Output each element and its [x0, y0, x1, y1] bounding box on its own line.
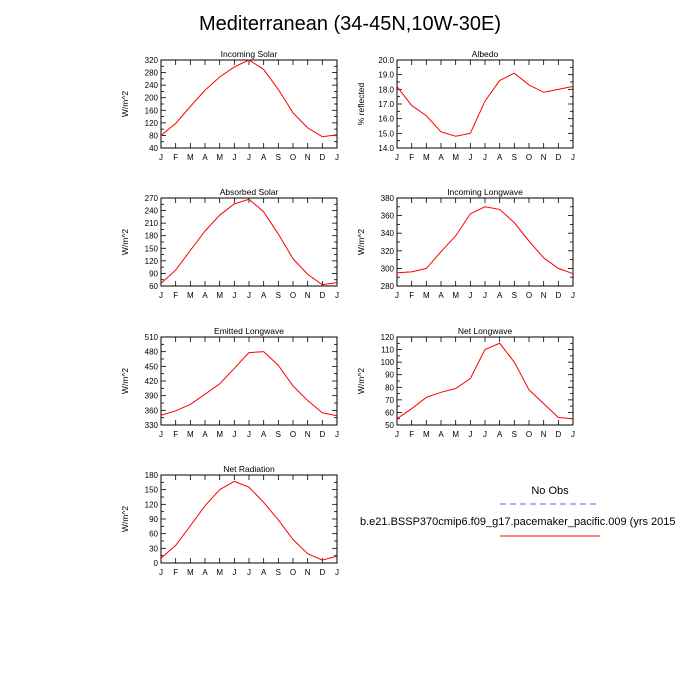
net-radiation-ytick-label: 30	[149, 544, 158, 554]
incoming-solar-xtick-label: O	[289, 153, 297, 162]
net-longwave-ytick-label: 90	[385, 370, 394, 380]
albedo-series-line	[397, 73, 573, 136]
net-longwave-ylabel: W/m^2	[356, 367, 366, 395]
absorbed-solar-ytick-label: 150	[144, 244, 158, 254]
net-radiation-xtick-label: A	[202, 568, 208, 577]
legend	[360, 485, 676, 536]
emitted-longwave-xtick-label: A	[202, 430, 208, 439]
net-longwave-xtick-label: J	[468, 430, 473, 439]
net-longwave-xtick-label: M	[452, 430, 460, 439]
incoming-solar-ytick-label: 280	[144, 68, 158, 78]
albedo-ytick-label: 18.0	[378, 85, 394, 95]
incoming-solar-series-line	[161, 60, 337, 137]
net-radiation-xtick-label: O	[289, 568, 297, 577]
emitted-longwave-ytick-label: 420	[144, 377, 158, 386]
albedo-xtick-label: J	[571, 153, 575, 162]
emitted-longwave-ytick-label: 330	[144, 421, 158, 430]
net-radiation-xtick-label: S	[275, 568, 282, 577]
net-longwave-xtick-label: F	[409, 430, 415, 439]
incoming-longwave-title: Incoming Longwave	[447, 187, 523, 197]
net-radiation-ytick-label: 60	[149, 529, 158, 539]
incoming-solar-xtick-label: J	[232, 153, 237, 162]
incoming-solar-ytick-label: 320	[144, 56, 158, 65]
emitted-longwave-xtick-label: N	[304, 430, 311, 439]
net-longwave-xtick-label: D	[555, 430, 562, 439]
incoming-longwave-xtick-label: A	[438, 291, 444, 300]
absorbed-solar-xtick-label: A	[202, 291, 208, 300]
net-radiation-ytick-label: 0	[153, 559, 158, 568]
incoming-solar-ytick-label: 120	[144, 118, 158, 128]
absorbed-solar-plot-frame	[161, 198, 337, 286]
incoming-longwave-ytick-label: 340	[380, 229, 394, 239]
incoming-solar-xtick-label: M	[216, 153, 224, 162]
net-longwave-ytick-label: 70	[385, 395, 394, 405]
net-longwave-ytick-label: 50	[385, 421, 394, 430]
albedo-ytick-label: 15.0	[378, 129, 394, 139]
absorbed-solar-series-line	[161, 199, 337, 284]
net-longwave-series-line	[397, 343, 573, 418]
net-longwave-xtick-label: S	[511, 430, 518, 439]
net-radiation-xtick-label: J	[159, 568, 163, 577]
net-radiation-xtick-label: F	[173, 568, 179, 577]
incoming-longwave-xtick-label: F	[409, 291, 415, 300]
emitted-longwave-ytick-label: 450	[144, 362, 158, 372]
incoming-longwave-xtick-label: D	[555, 291, 562, 300]
albedo-ytick-label: 17.0	[378, 100, 394, 109]
absorbed-solar-xtick-label: D	[319, 291, 326, 300]
absorbed-solar-xtick-label: J	[335, 291, 339, 300]
panel-albedo	[356, 49, 575, 162]
absorbed-solar-xtick-label: N	[304, 291, 311, 300]
incoming-solar-ytick-label: 80	[149, 131, 158, 141]
albedo-xtick-label: M	[452, 153, 460, 162]
legend-model-label: b.e21.BSSP370cmip6.f09_g17.pacemaker_pacific.009 (yrs 2015	[360, 516, 676, 528]
net-radiation-ytick-label: 180	[144, 471, 158, 480]
albedo-ytick-label: 14.0	[378, 144, 394, 153]
net-longwave-xtick-label: O	[525, 430, 533, 439]
emitted-longwave-xtick-label: D	[319, 430, 326, 439]
emitted-longwave-title: Emitted Longwave	[214, 326, 284, 336]
net-longwave-xtick-label: M	[422, 430, 430, 439]
incoming-solar-xtick-label: N	[304, 153, 311, 162]
incoming-solar-plot-frame	[161, 60, 337, 148]
incoming-solar-xtick-label: D	[319, 153, 326, 162]
panel-net-longwave	[356, 326, 575, 439]
net-radiation-plot-frame	[161, 475, 337, 563]
net-longwave-ytick-label: 60	[385, 408, 394, 418]
emitted-longwave-xtick-label: J	[247, 430, 251, 439]
incoming-longwave-ytick-label: 300	[380, 264, 394, 274]
net-radiation-ylabel: W/m^2	[120, 505, 130, 533]
albedo-xtick-label: N	[540, 153, 547, 162]
absorbed-solar-xtick-label: S	[275, 291, 282, 300]
emitted-longwave-series-line	[161, 352, 337, 416]
incoming-longwave-ytick-label: 360	[380, 211, 394, 221]
incoming-solar-xtick-label: J	[247, 153, 251, 162]
incoming-longwave-xtick-label: M	[422, 291, 430, 300]
albedo-plot-frame	[397, 60, 573, 148]
incoming-solar-xtick-label: S	[275, 153, 282, 162]
net-radiation-xtick-label: M	[216, 568, 224, 577]
net-longwave-xtick-label: J	[483, 430, 487, 439]
panels	[120, 49, 575, 577]
incoming-solar-xtick-label: F	[173, 153, 179, 162]
net-longwave-xtick-label: N	[540, 430, 547, 439]
net-longwave-xtick-label: J	[395, 430, 399, 439]
incoming-solar-xtick-label: J	[159, 153, 163, 162]
net-radiation-title: Net Radiation	[223, 464, 275, 474]
absorbed-solar-ytick-label: 270	[144, 194, 158, 203]
emitted-longwave-xtick-label: O	[289, 430, 297, 439]
emitted-longwave-xtick-label: A	[260, 430, 267, 439]
albedo-xtick-label: J	[468, 153, 473, 162]
incoming-solar-ytick-label: 40	[149, 144, 158, 153]
net-longwave-ytick-label: 80	[385, 383, 394, 393]
albedo-xtick-label: O	[525, 153, 533, 162]
absorbed-solar-xtick-label: J	[247, 291, 251, 300]
net-radiation-series-line	[161, 481, 337, 560]
albedo-xtick-label: D	[555, 153, 562, 162]
net-radiation-xtick-label: J	[232, 568, 237, 577]
absorbed-solar-ytick-label: 90	[149, 269, 158, 279]
absorbed-solar-xtick-label: M	[186, 291, 194, 300]
incoming-longwave-xtick-label: J	[483, 291, 487, 300]
emitted-longwave-xtick-label: M	[186, 430, 194, 439]
emitted-longwave-ytick-label: 510	[144, 333, 158, 342]
emitted-longwave-xtick-label: M	[216, 430, 224, 439]
absorbed-solar-xtick-label: J	[159, 291, 163, 300]
incoming-longwave-plot-frame	[397, 198, 573, 286]
net-radiation-ytick-label: 120	[144, 500, 158, 510]
incoming-solar-ytick-label: 160	[144, 106, 158, 116]
absorbed-solar-ytick-label: 120	[144, 256, 158, 266]
emitted-longwave-xtick-label: S	[275, 430, 282, 439]
incoming-solar-ytick-label: 200	[144, 93, 158, 103]
net-radiation-xtick-label: M	[186, 568, 194, 577]
incoming-solar-title: Incoming Solar	[220, 49, 278, 59]
incoming-solar-xtick-label: A	[202, 153, 208, 162]
incoming-longwave-xtick-label: N	[540, 291, 547, 300]
albedo-xtick-label: A	[438, 153, 444, 162]
net-radiation-xtick-label: J	[247, 568, 251, 577]
net-longwave-ytick-label: 120	[380, 333, 394, 342]
absorbed-solar-xtick-label: M	[216, 291, 224, 300]
albedo-xtick-label: J	[395, 153, 399, 162]
incoming-longwave-xtick-label: O	[525, 291, 533, 300]
emitted-longwave-xtick-label: J	[232, 430, 237, 439]
incoming-longwave-xtick-label: J	[571, 291, 575, 300]
net-longwave-ytick-label: 110	[381, 345, 394, 355]
absorbed-solar-ylabel: W/m^2	[120, 228, 130, 256]
absorbed-solar-ytick-label: 180	[144, 231, 158, 241]
net-longwave-title: Net Longwave	[457, 326, 513, 336]
net-longwave-xtick-label: A	[496, 430, 503, 439]
incoming-longwave-ylabel: W/m^2	[356, 228, 366, 256]
albedo-xtick-label: J	[483, 153, 487, 162]
absorbed-solar-xtick-label: O	[289, 291, 297, 300]
net-radiation-xtick-label: A	[260, 568, 267, 577]
emitted-longwave-plot-frame	[161, 337, 337, 425]
albedo-title: Albedo	[471, 49, 499, 59]
emitted-longwave-xtick-label: J	[335, 430, 339, 439]
figure-title: Mediterranean (34-45N,10W-30E)	[198, 13, 502, 35]
panel-incoming-solar	[120, 49, 339, 162]
net-radiation-ytick-label: 150	[144, 485, 158, 495]
incoming-longwave-xtick-label: J	[395, 291, 399, 300]
incoming-longwave-xtick-label: J	[468, 291, 473, 300]
incoming-longwave-xtick-label: S	[511, 291, 518, 300]
panel-absorbed-solar	[120, 187, 339, 300]
net-longwave-xtick-label: A	[438, 430, 444, 439]
net-radiation-xtick-label: N	[304, 568, 311, 577]
incoming-solar-ytick-label: 240	[144, 81, 158, 91]
emitted-longwave-ytick-label: 390	[144, 391, 158, 401]
albedo-ytick-label: 19.0	[378, 70, 394, 80]
emitted-longwave-xtick-label: F	[173, 430, 179, 439]
albedo-ylabel: % reflected	[356, 82, 366, 126]
net-radiation-xtick-label: J	[335, 568, 339, 577]
net-radiation-xtick-label: D	[319, 568, 326, 577]
panel-emitted-longwave	[120, 326, 339, 439]
albedo-ytick-label: 20.0	[378, 56, 394, 65]
incoming-longwave-ytick-label: 280	[380, 282, 394, 291]
absorbed-solar-xtick-label: A	[260, 291, 267, 300]
albedo-ytick-label: 16.0	[378, 114, 394, 124]
net-longwave-xtick-label: J	[571, 430, 575, 439]
incoming-longwave-xtick-label: A	[496, 291, 503, 300]
incoming-solar-xtick-label: M	[186, 153, 194, 162]
incoming-solar-xtick-label: A	[260, 153, 267, 162]
incoming-solar-ylabel: W/m^2	[120, 90, 130, 118]
incoming-longwave-ytick-label: 380	[380, 194, 394, 203]
net-radiation-ytick-label: 90	[149, 515, 158, 524]
absorbed-solar-xtick-label: J	[232, 291, 237, 300]
absorbed-solar-title: Absorbed Solar	[219, 187, 279, 197]
incoming-longwave-xtick-label: M	[452, 291, 460, 300]
albedo-xtick-label: F	[409, 153, 415, 162]
incoming-longwave-series-line	[397, 207, 573, 274]
albedo-xtick-label: S	[511, 153, 518, 162]
albedo-xtick-label: A	[496, 153, 503, 162]
absorbed-solar-ytick-label: 60	[149, 282, 158, 291]
albedo-xtick-label: M	[422, 153, 430, 162]
absorbed-solar-ytick-label: 240	[144, 206, 158, 216]
absorbed-solar-xtick-label: F	[173, 291, 179, 300]
incoming-solar-xtick-label: J	[335, 153, 339, 162]
legend-obs-label: No Obs	[531, 485, 569, 497]
panel-net-radiation	[120, 464, 339, 577]
emitted-longwave-ytick-label: 360	[144, 406, 158, 416]
net-longwave-ytick-label: 100	[380, 358, 394, 368]
emitted-longwave-ylabel: W/m^2	[120, 367, 130, 395]
incoming-longwave-ytick-label: 320	[380, 246, 394, 256]
emitted-longwave-xtick-label: J	[159, 430, 163, 439]
panel-incoming-longwave	[356, 187, 575, 300]
absorbed-solar-ytick-label: 210	[144, 219, 158, 229]
emitted-longwave-ytick-label: 480	[144, 347, 158, 357]
